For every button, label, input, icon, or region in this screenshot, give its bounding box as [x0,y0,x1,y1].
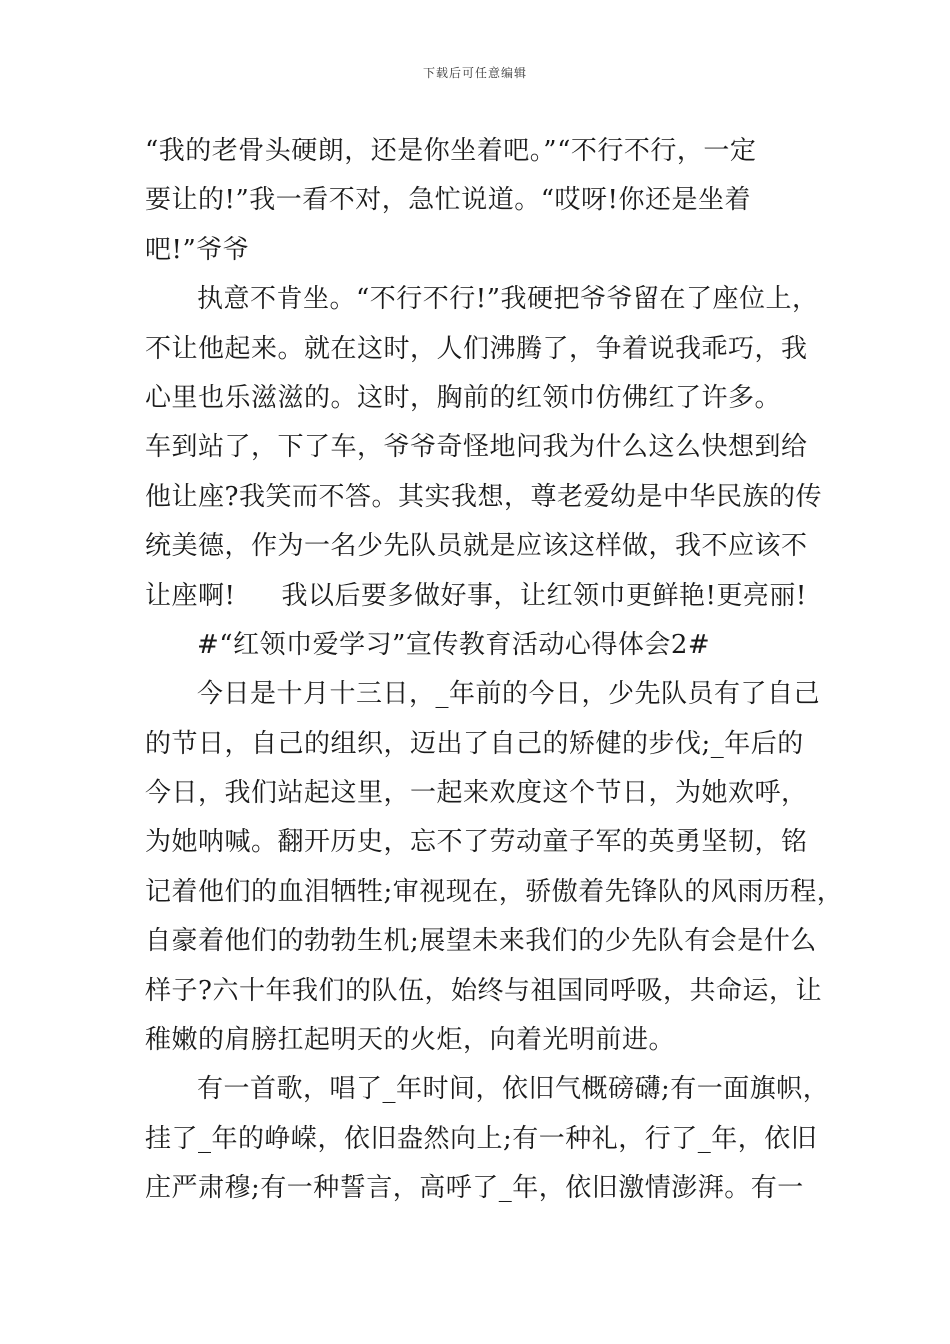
section-heading: #“红领巾爱学习”宣传教育活动心得体会2# [197,629,711,660]
text-line: 自豪着他们的勃勃生机;展望未来我们的少先队有会是什么 [145,926,817,957]
paragraph-start-line: 有一首歌，唱了_年时间，依旧气概磅礴;有一面旗帜， [197,1074,830,1105]
text-segment: 让座啊! [145,580,236,611]
text-line: 样子?六十年我们的队伍，始终与祖国同呼吸，共命运，让 [145,975,822,1006]
document-body [145,127,844,1214]
text-line: 记着他们的血泪牺牲;审视现在，骄傲着先锋队的风雨历程， [145,876,844,907]
text-line: 吧!”爷爷 [145,234,250,265]
text-line: 要让的!”我一看不对，急忙说道。“哎呀!你还是坐着 [145,185,751,216]
text-line: 庄严肃穆;有一种誓言，高呼了_年，依旧激情澎湃。有一 [145,1173,804,1204]
text-line: 稚嫩的肩膀扛起明天的火炬，向着光明前进。 [145,1025,676,1056]
paragraph-start-line: 今日是十月十三日，_年前的今日，少先队员有了自己 [197,679,821,710]
text-line: 统美德，作为一名少先队员就是应该这样做，我不应该不 [145,531,808,562]
text-line: “我的老骨头硬朗，还是你坐着吧。”“不行不行，一定 [145,136,757,166]
text-line: 挂了_年的峥嵘，依旧盎然向上;有一种礼，行了_年，依旧 [145,1123,818,1154]
text-line: 心里也乐滋滋的。这时，胸前的红领巾仿佛红了许多。 [145,382,782,413]
paragraph-start-line: 执意不肯坐。“不行不行!”我硬把爷爷留在了座位上， [197,284,819,315]
text-line: 今日，我们站起这里，一起来欢度这个节日，为她欢呼， [145,778,808,809]
text-segment: 我以后要多做好事，让红领巾更鲜艳!更亮丽! [281,580,807,611]
text-line: 车到站了，下了车，爷爷奇怪地问我为什么这么快想到给 [145,432,808,463]
text-line: 不让他起来。就在这时，人们沸腾了，争着说我乖巧，我 [145,333,808,364]
text-line [145,572,835,621]
text-line: 他让座?我笑而不答。其实我想，尊老爱幼是中华民族的传 [145,481,822,512]
text-line: 的节日，自己的组织，迈出了自己的矫健的步伐;_年后的 [145,728,804,759]
text-line: 为她呐喊。翻开历史，忘不了劳动童子军的英勇坚韧，铭 [145,827,808,858]
page-header: 下载后可任意编辑 [422,66,527,80]
